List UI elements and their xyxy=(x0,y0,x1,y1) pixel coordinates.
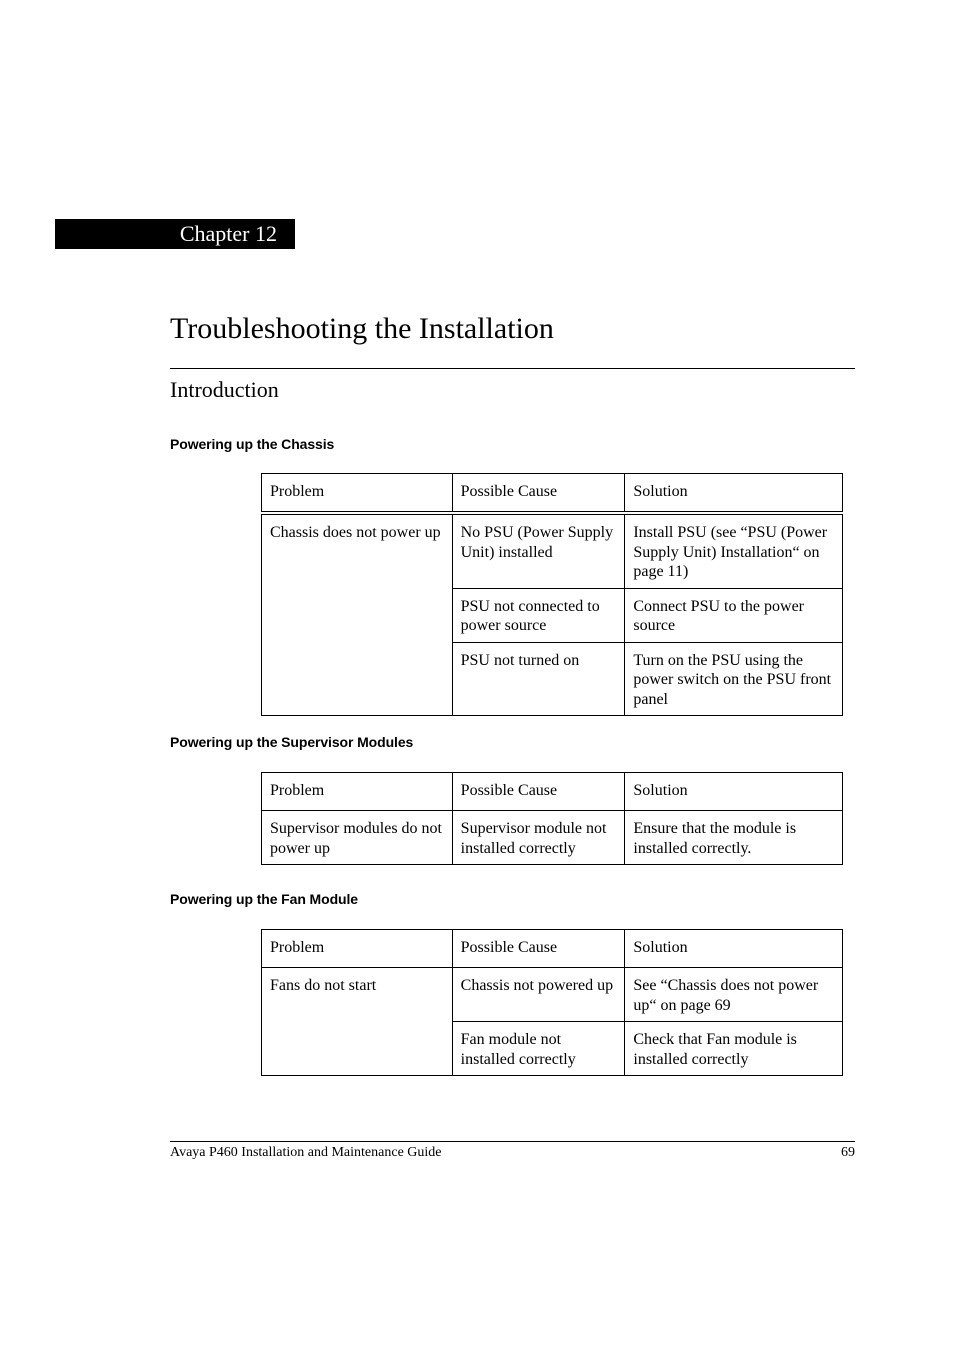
cause-cell: Chassis not powered up xyxy=(452,968,625,1022)
section-heading: Introduction xyxy=(170,377,279,402)
chapter-label: Chapter 12 xyxy=(179,221,277,246)
problem-cell: Chassis does not power up xyxy=(262,513,453,716)
title-divider xyxy=(170,368,855,369)
column-header-solution: Solution xyxy=(625,930,843,968)
fan-troubleshooting-table xyxy=(261,929,843,1076)
page-title: Troubleshooting the Installation xyxy=(170,312,554,345)
column-header-solution: Solution xyxy=(625,773,843,811)
table-row xyxy=(262,811,843,865)
cause-cell: No PSU (Power Supply Unit) installed xyxy=(452,513,625,588)
solution-cell: Turn on the PSU using the power switch on the PSU front panel xyxy=(625,642,843,716)
column-header-cause: Possible Cause xyxy=(452,773,625,811)
cause-cell: Supervisor module not installed correctly xyxy=(452,811,625,865)
solution-cell: Connect PSU to the power source xyxy=(625,588,843,642)
table-header-row xyxy=(262,474,843,514)
column-header-solution: Solution xyxy=(625,474,843,514)
cause-cell: Fan module not installed correctly xyxy=(452,1022,625,1076)
problem-cell: Supervisor modules do not power up xyxy=(262,811,453,865)
column-header-cause: Possible Cause xyxy=(452,474,625,514)
solution-cell: Check that Fan module is installed correctly xyxy=(625,1022,843,1076)
cause-cell: PSU not turned on xyxy=(452,642,625,716)
table-header-row xyxy=(262,773,843,811)
solution-cell: Install PSU (see “PSU (Power Supply Unit) Installation“ on page 11) xyxy=(625,513,843,588)
solution-cell: Ensure that the module is installed correctly. xyxy=(625,811,843,865)
footer-divider xyxy=(170,1141,855,1142)
column-header-problem: Problem xyxy=(262,930,453,968)
subheading-fan: Powering up the Fan Module xyxy=(170,891,358,907)
column-header-problem: Problem xyxy=(262,773,453,811)
chapter-banner xyxy=(55,219,295,249)
chassis-troubleshooting-table xyxy=(261,473,843,716)
table-row xyxy=(262,513,843,588)
subheading-supervisor: Powering up the Supervisor Modules xyxy=(170,734,414,750)
column-header-cause: Possible Cause xyxy=(452,930,625,968)
footer-page-number: 69 xyxy=(841,1145,855,1160)
table-row xyxy=(262,968,843,1022)
subheading-chassis: Powering up the Chassis xyxy=(170,436,335,452)
table-header-row xyxy=(262,930,843,968)
cause-cell: PSU not connected to power source xyxy=(452,588,625,642)
problem-cell: Fans do not start xyxy=(262,968,453,1076)
solution-cell: See “Chassis does not power up“ on page 69 xyxy=(625,968,843,1022)
footer-guide-title: Avaya P460 Installation and Maintenance Guide xyxy=(170,1145,442,1160)
supervisor-troubleshooting-table xyxy=(261,772,843,865)
column-header-problem: Problem xyxy=(262,474,453,514)
